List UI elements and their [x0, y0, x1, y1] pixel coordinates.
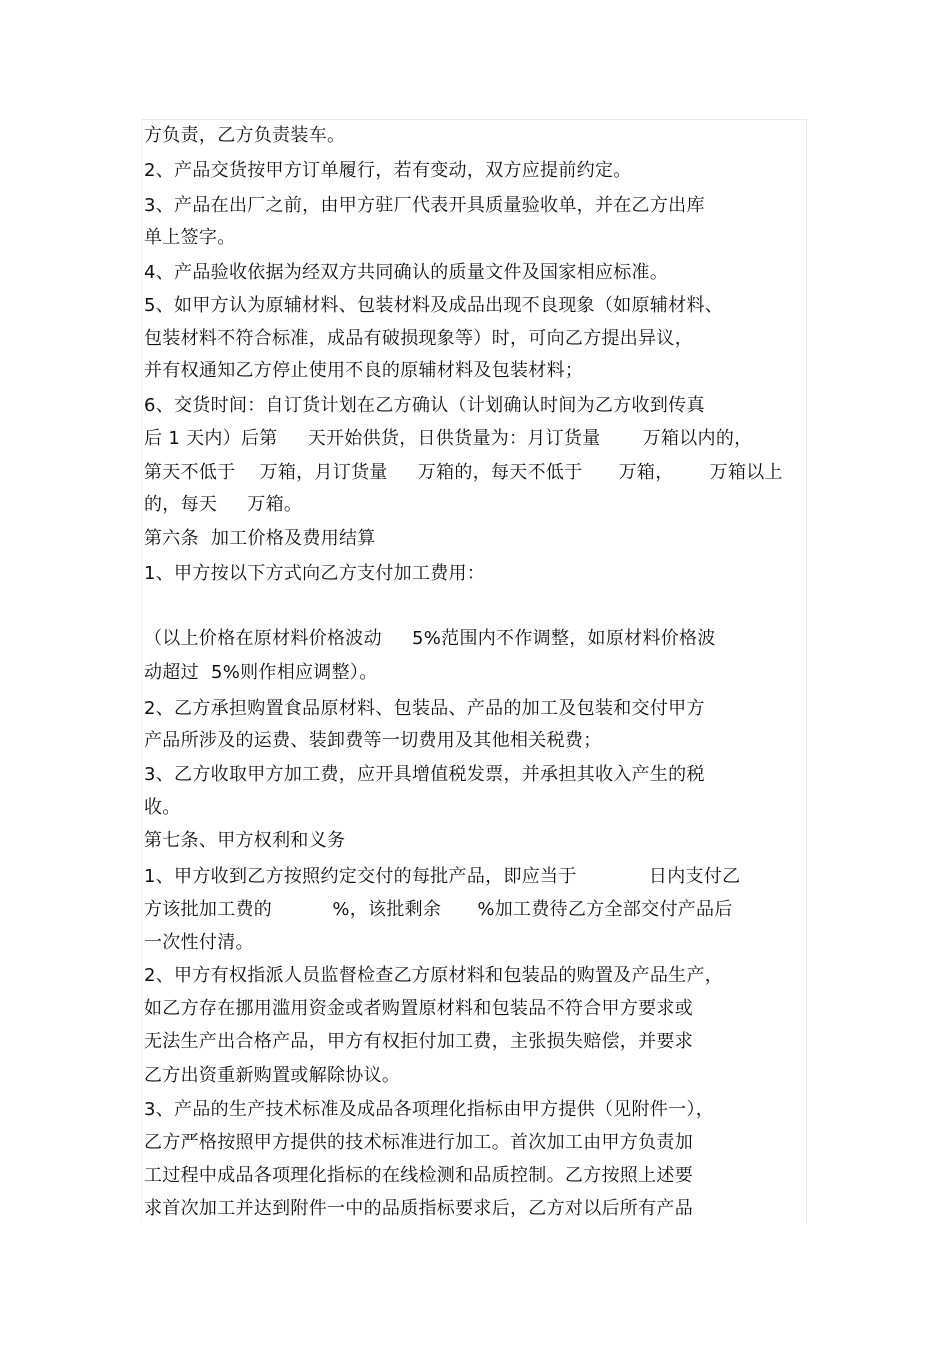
- text-line: 2、甲方有权指派人员监督检查乙方原材料和包装品的购置及产品生产，: [144, 965, 724, 986]
- text-line: 工过程中成品各项理化指标的在线检测和品质控制。乙方按照上述要: [144, 1165, 693, 1186]
- text-line: 包装材料不符合标准，成品有破损现象等）时，可向乙方提出异议，: [144, 328, 693, 349]
- text-line: 乙方严格按照甲方提供的技术标准进行加工。首次加工由甲方负责加: [144, 1132, 693, 1153]
- text-line: 6、交货时间：自订货计划在乙方确认（计划确认时间为乙方收到传真: [144, 395, 705, 416]
- text-line: 5、如甲方认为原辅材料、包装材料及成品出现不良现象（如原辅材料、: [144, 295, 724, 316]
- text-line: 无法生产出合格产品，甲方有权拒付加工费，主张损失赔偿，并要求: [144, 1031, 693, 1052]
- text-line: 2、产品交货按甲方订单履行，若有变动，双方应提前约定。: [144, 160, 632, 181]
- text-line: 方负责，乙方负责装车。: [144, 125, 346, 146]
- text-line: 一次性付清。: [144, 932, 254, 953]
- text-line: 求首次加工并达到附件一中的品质指标要求后，乙方对以后所有产品: [144, 1198, 693, 1219]
- text-line: 1、甲方收到乙方按照约定交付的每批产品，即应当于 日内支付乙: [144, 866, 741, 887]
- text-line: 3、乙方收取甲方加工费，应开具增值税发票，并承担其收入产生的税: [144, 764, 705, 785]
- text-line: 的，每天 万箱。: [144, 494, 303, 515]
- text-line: 后 1 天内）后第 天开始供货，日供货量为：月订货量 万箱以内的，: [144, 428, 753, 449]
- text-line: 并有权通知乙方停止使用不良的原辅材料及包装材料；: [144, 360, 584, 381]
- text-line: 第天不低于 万箱，月订货量 万箱的，每天不低于 万箱， 万箱以上: [144, 462, 783, 483]
- text-line: 如乙方存在挪用滥用资金或者购置原材料和包装品不符合甲方要求或: [144, 998, 693, 1019]
- text-line: 单上签字。: [144, 227, 236, 248]
- text-line: 产品所涉及的运费、装卸费等一切费用及其他相关税费；: [144, 730, 602, 751]
- text-line: 3、产品的生产技术标准及成品各项理化指标由甲方提供（见附件一），: [144, 1099, 715, 1120]
- text-line: 4、产品验收依据为经双方共同确认的质量文件及国家相应标准。: [144, 262, 669, 283]
- text-line: 3、产品在出厂之前，由甲方驻厂代表开具质量验收单，并在乙方出库: [144, 195, 705, 216]
- text-line: 收。: [144, 797, 181, 818]
- text-line: 动超过 5%则作相应调整）。: [144, 662, 378, 683]
- section-heading: 第七条、甲方权利和义务: [144, 830, 346, 851]
- text-line: 1、甲方按以下方式向乙方支付加工费用：: [144, 563, 486, 584]
- text-line: 方该批加工费的 %，该批剩余 %加工费待乙方全部交付产品后: [144, 899, 733, 920]
- text-line: 乙方出资重新购置或解除协议。: [144, 1065, 401, 1086]
- text-line: （以上价格在原材料价格波动 5%范围内不作调整，如原材料价格波: [144, 628, 716, 649]
- text-line: 2、乙方承担购置食品原材料、包装品、产品的加工及包装和交付甲方: [144, 698, 705, 719]
- section-heading: 第六条 加工价格及费用结算: [144, 528, 376, 549]
